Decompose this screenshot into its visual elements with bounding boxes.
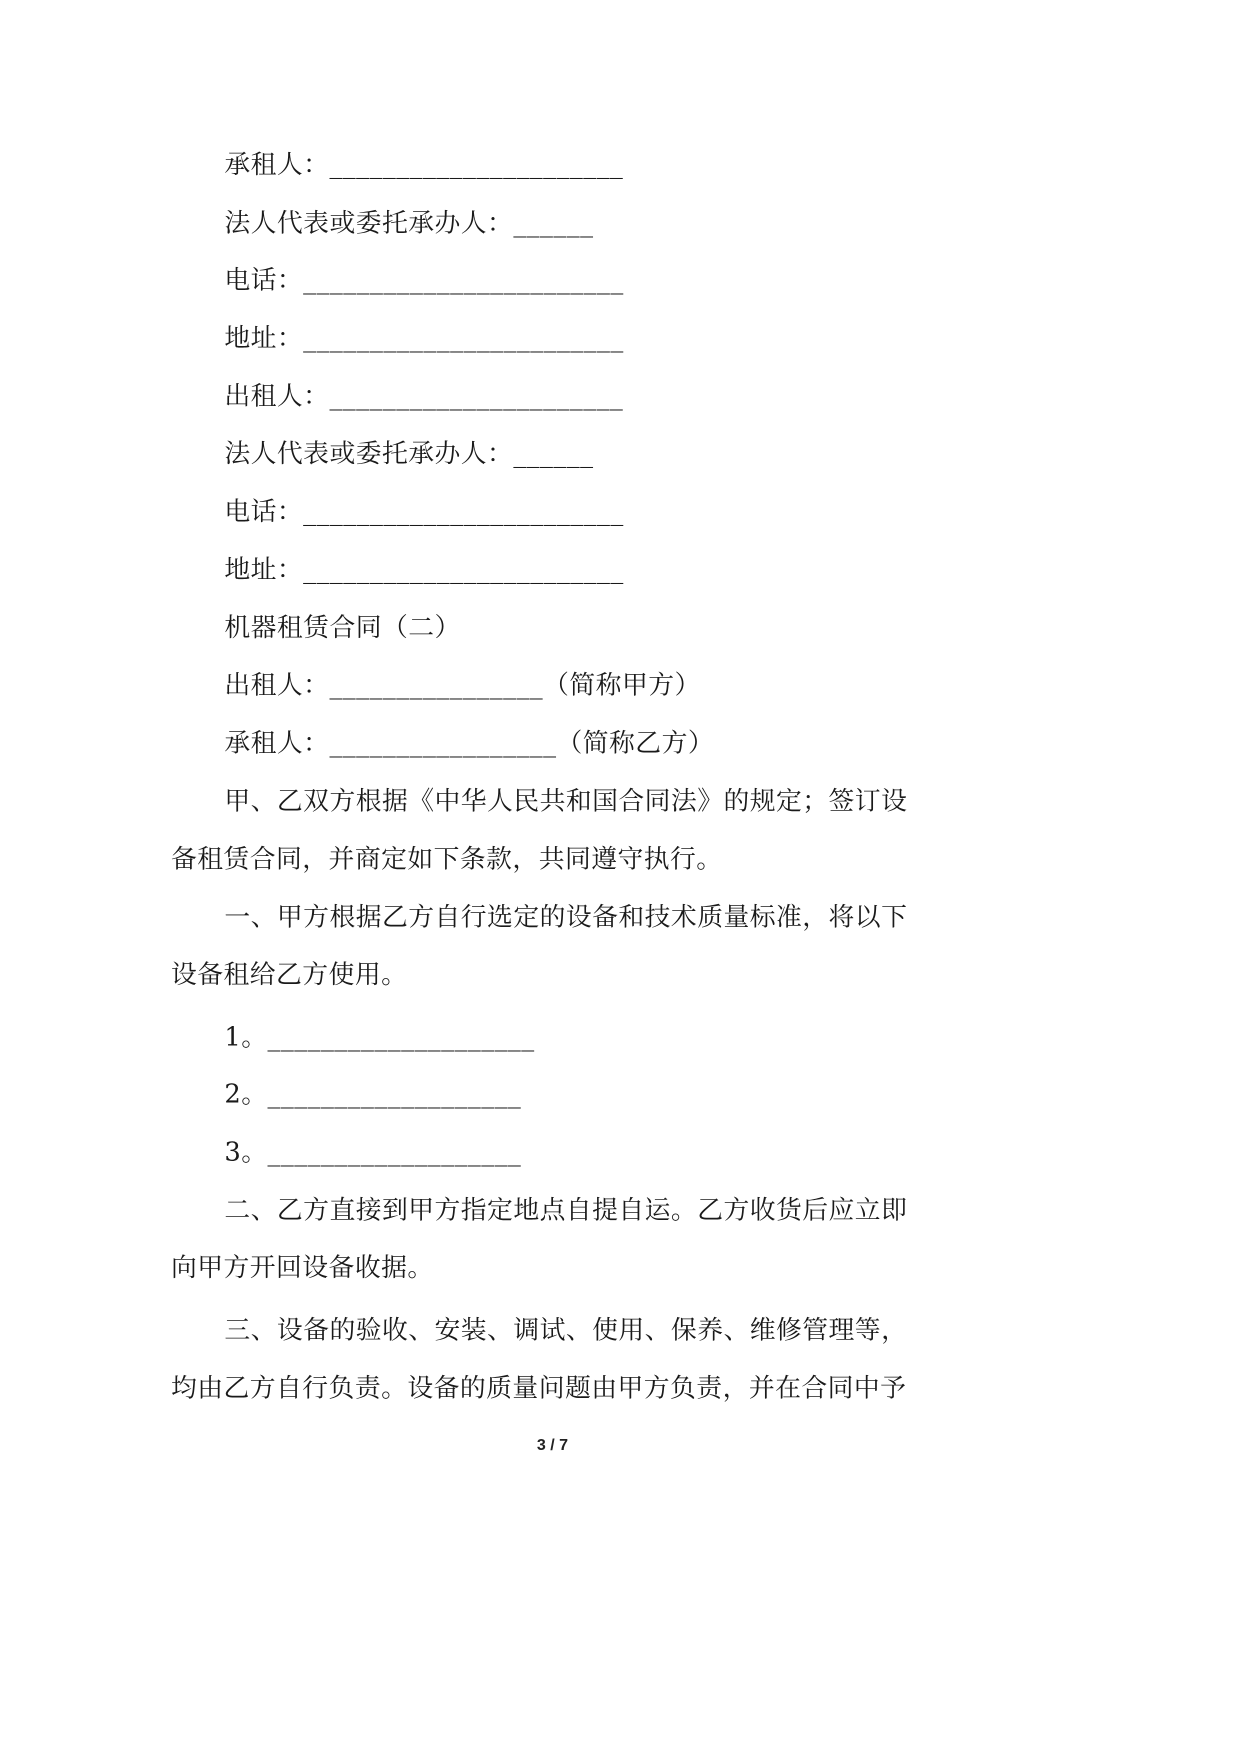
paragraph-line: 备租赁合同，并商定如下条款，共同遵守执行。 — [170, 843, 723, 874]
paragraph-line: 向甲方开回设备收据。 — [170, 1252, 434, 1283]
lessee-name-line: 承租人：______________________ — [224, 148, 624, 179]
paragraph-line: 一、甲方根据乙方自行选定的设备和技术质量标准，将以下 — [224, 901, 908, 932]
lessee-representative-line: 法人代表或委托承办人：______ — [224, 207, 594, 238]
equipment-item-line: 1。____________________ — [224, 1021, 535, 1052]
paragraph-line: 设备租给乙方使用。 — [170, 959, 408, 990]
page-number: 3 / 7 — [536, 1435, 569, 1454]
paragraph-line: 二、乙方直接到甲方指定地点自提自运。乙方收货后应立即 — [224, 1194, 908, 1225]
party-a-line: 出租人：________________（简称甲方） — [224, 669, 701, 700]
lessor-representative-line: 法人代表或委托承办人：______ — [224, 438, 594, 469]
paragraph-line: 甲、乙双方根据《中华人民共和国合同法》的规定；签订设 — [224, 785, 908, 816]
lessor-phone-line: 电话：________________________ — [224, 496, 624, 527]
equipment-item-line: 2。___________________ — [224, 1078, 522, 1109]
paragraph-line: 均由乙方自行负责。设备的质量问题由甲方负责，并在合同中予 — [170, 1372, 907, 1403]
equipment-item-line: 3。___________________ — [224, 1136, 522, 1167]
paragraph-line: 三、设备的验收、安装、调试、使用、保养、维修管理等， — [224, 1314, 908, 1345]
party-b-line: 承租人：_________________（简称乙方） — [224, 727, 715, 758]
lessor-address-line: 地址：________________________ — [224, 553, 624, 585]
contract-title: 机器租赁合同（二） — [224, 611, 461, 643]
lessee-address-line: 地址：________________________ — [224, 322, 624, 353]
lessee-phone-line: 电话：________________________ — [224, 264, 624, 295]
lessor-name-line: 出租人：______________________ — [224, 380, 624, 411]
